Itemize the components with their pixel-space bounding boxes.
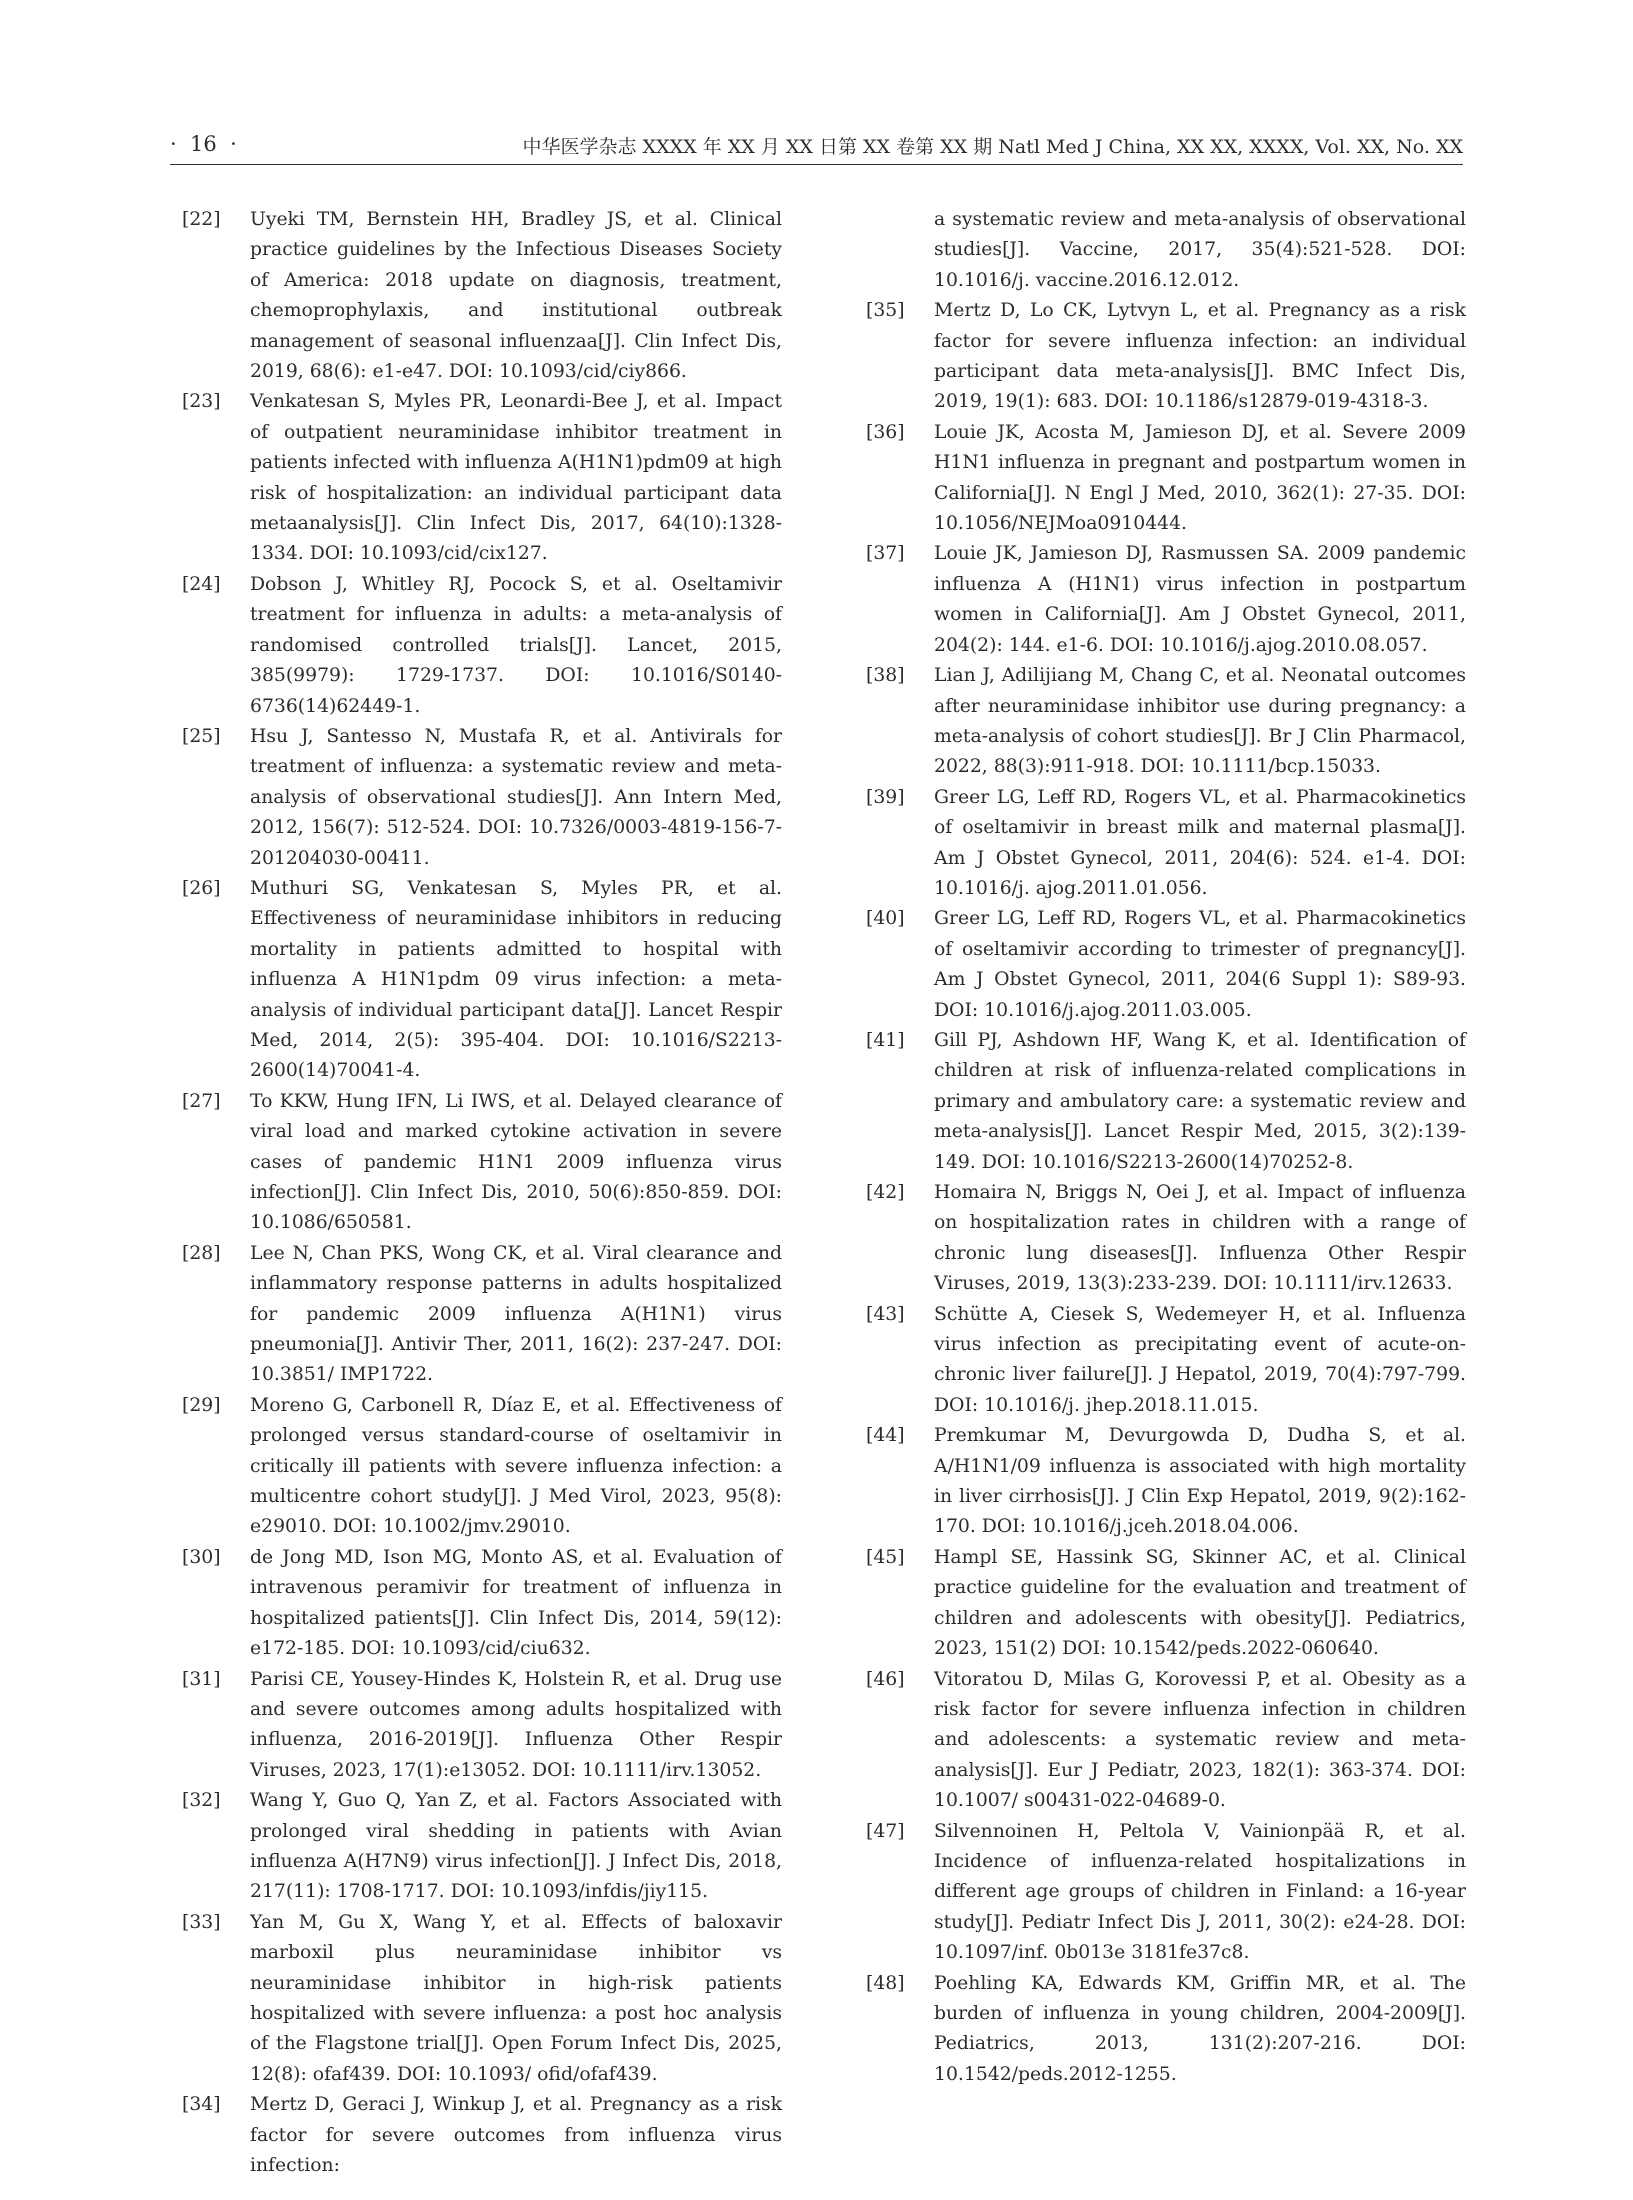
reference-text: Homaira N, Briggs N, Oei J, et al. Impact of influenza on hospitalization rates in children with a range of chronic lung diseases[J]. Influenza Other Respir Viruses, 2019, 13(3):233-239. DOI: 10.1111/irv.12633. [934, 1182, 1466, 1295]
reference-item [182, 2090, 782, 2181]
reference-item [182, 1391, 782, 1543]
reference-text: Moreno G, Carbonell R, Díaz E, et al. Effectiveness of prolonged versus standard-course of oseltamivir in critically ill patients with severe influenza infection: a multicentre cohort study[J]. J Med Virol, 2023, 95(8): e29010. DOI: 10.1002/jmv.29010. [250, 1394, 782, 1538]
reference-number: [38] [866, 665, 905, 687]
reference-item [182, 570, 782, 722]
reference-text: Parisi CE, Yousey-Hindes K, Holstein R, et al. Drug use and severe outcomes among adults hospitalized with influenza, 2016-2019[J]. Influenza Other Respir Viruses, 2023, 17(1):e13052. DOI: 10.1111/irv.13052. [250, 1668, 782, 1781]
reference-item [866, 783, 1466, 905]
reference-item [866, 1543, 1466, 1665]
reference-item [182, 1239, 782, 1391]
reference-column-left [182, 205, 782, 2181]
reference-item [866, 296, 1466, 418]
reference-number: [34] [182, 2094, 221, 2116]
reference-text: Wang Y, Guo Q, Yan Z, et al. Factors Associated with prolonged viral shedding in patients with Avian influenza A(H7N9) virus infection[J]. J Infect Dis, 2018, 217(11): 1708-1717. DOI: 10.1093/infdis/jiy115. [250, 1790, 782, 1903]
reference-item [866, 1300, 1466, 1422]
reference-item [182, 1665, 782, 1787]
reference-text: Silvennoinen H, Peltola V, Vainionpää R, et al. Incidence of influenza-related hospitalizations in different age groups of children in Finland: a 16-year study[J]. Pediatr Infect Dis J, 2011, 30(2): e24-28. DOI: 10.1097/inf. 0b013e 3181fe37c8. [934, 1820, 1466, 1964]
reference-text: Mertz D, Geraci J, Winkup J, et al. Pregnancy as a risk factor for severe outcomes from influenza virus infection: [250, 2094, 782, 2176]
reference-item [182, 1543, 782, 1665]
reference-number: [24] [182, 573, 221, 595]
reference-text: Hampl SE, Hassink SG, Skinner AC, et al. Clinical practice guideline for the evaluation and treatment of children and adolescents with obesity[J]. Pediatrics, 2023, 151(2) DOI: 10.1542/peds.2022-060640. [934, 1546, 1466, 1660]
page-number: · 16 · [170, 132, 237, 156]
reference-item [866, 904, 1466, 1026]
reference-number: [36] [866, 421, 905, 443]
reference-number: [32] [182, 1790, 221, 1812]
reference-item [182, 1087, 782, 1239]
reference-text: Schütte A, Ciesek S, Wedemeyer H, et al. Influenza virus infection as precipitating event of acute-on-chronic liver failure[J]. J Hepatol, 2019, 70(4):797-799. DOI: 10.1016/j. jhep.2018.11.015. [934, 1303, 1466, 1416]
reference-number: [42] [866, 1182, 905, 1203]
reference-item [182, 1786, 782, 1908]
reference-text: Dobson J, Whitley RJ, Pocock S, et al. Oseltamivir treatment for influenza in adults: a meta-analysis of randomised controlled trials[J]. Lancet, 2015, 385(9979): 1729-1737. DOI: 10.1016/S0140-6736(14)62449-1. [250, 573, 782, 717]
reference-text: Premkumar M, Devurgowda D, Dudha S, et al. A/H1N1/09 influenza is associated with high mortality in liver cirrhosis[J]. J Clin Exp Hepatol, 2019, 9(2):162-170. DOI: 10.1016/j.jceh.2018.04.006. [934, 1425, 1466, 1538]
reference-text: Venkatesan S, Myles PR, Leonardi-Bee J, et al. Impact of outpatient neuraminidase inhibitor treatment in patients infected with influenza A(H1N1)pdm09 at high risk of hospitalization: an individual participant data metaanalysis[J]. Clin Infect Dis, 2017, 64(10):1328-1334. DOI: 10.1093/cid/cix127. [250, 391, 782, 565]
reference-number: [31] [182, 1668, 221, 1690]
reference-number: [48] [866, 1972, 905, 1994]
reference-number: [28] [182, 1242, 221, 1264]
reference-number: [39] [866, 786, 905, 808]
reference-item [866, 661, 1466, 783]
reference-number: [30] [182, 1546, 221, 1568]
reference-item [866, 1026, 1466, 1178]
page-header [170, 128, 1463, 165]
reference-column-right [866, 205, 1466, 2090]
reference-text: Mertz D, Lo CK, Lytvyn L, et al. Pregnancy as a risk factor for severe influenza infection: an individual participant data meta-analysis[J]. BMC Infect Dis, 2019, 19(1): 683. DOI: 10.1186/s12879-019-4318-3. [934, 300, 1466, 413]
reference-number: [35] [866, 300, 905, 322]
reference-number: [27] [182, 1090, 221, 1112]
reference-number: [22] [182, 209, 221, 230]
reference-text: Lee N, Chan PKS, Wong CK, et al. Viral clearance and inflammatory response patterns in adults hospitalized for pandemic 2009 influenza A(H1N1) virus pneumonia[J]. Antivir Ther, 2011, 16(2): 237-247. DOI: 10.3851/ IMP1722. [250, 1242, 782, 1386]
reference-number: [44] [866, 1425, 905, 1447]
reference-item [182, 874, 782, 1087]
reference-item [182, 722, 782, 874]
reference-text: a systematic review and meta-analysis of observational studies[J]. Vaccine, 2017, 35(4):521-528. DOI: 10.1016/j. vaccine.2016.12.012. [934, 209, 1466, 291]
reference-item [182, 387, 782, 569]
reference-text: Muthuri SG, Venkatesan S, Myles PR, et al. Effectiveness of neuraminidase inhibitors in reducing mortality in patients admitted to hospital with influenza A H1N1pdm 09 virus infection: a meta-analysis of individual participant data[J]. Lancet Respir Med, 2014, 2(5): 395-404. DOI: 10.1016/S2213-2600(14)70041-4. [250, 877, 782, 1082]
reference-text: Vitoratou D, Milas G, Korovessi P, et al. Obesity as a risk factor for severe influenza infection in children and adolescents: a systematic review and meta-analysis[J]. Eur J Pediatr, 2023, 182(1): 363-374. DOI: 10.1007/ s00431-022-04689-0. [934, 1668, 1466, 1812]
reference-item [182, 205, 782, 387]
reference-text: Lian J, Adilijiang M, Chang C, et al. Neonatal outcomes after neuraminidase inhibitor use during pregnancy: a meta-analysis of cohort studies[J]. Br J Clin Pharmacol, 2022, 88(3):911-918. DOI: 10.1111/bcp.15033. [934, 665, 1466, 778]
reference-number: [45] [866, 1546, 905, 1568]
reference-item [866, 1969, 1466, 2091]
reference-text: Louie JK, Jamieson DJ, Rasmussen SA. 2009 pandemic influenza A (H1N1) virus infection in postpartum women in California[J]. Am J Obstet Gynecol, 2011, 204(2): 144. e1-6. DOI: 10.1016/j.ajog.2010.08.057. [934, 543, 1466, 656]
reference-item [866, 1421, 1466, 1543]
reference-item [866, 1817, 1466, 1969]
reference-number: [41] [866, 1029, 905, 1051]
reference-text: Gill PJ, Ashdown HF, Wang K, et al. Identification of children at risk of influenza-related complications in primary and ambulatory care: a systematic review and meta-analysis[J]. Lancet Respir Med, 2015, 3(2):139-149. DOI: 10.1016/S2213-2600(14)70252-8. [934, 1029, 1466, 1173]
reference-text: Greer LG, Leff RD, Rogers VL, et al. Pharmacokinetics of oseltamivir in breast milk and maternal plasma[J]. Am J Obstet Gynecol, 2011, 204(6): 524. e1-4. DOI: 10.1016/j. ajog.2011.01.056. [934, 786, 1466, 899]
reference-item [866, 539, 1466, 661]
reference-text: Louie JK, Acosta M, Jamieson DJ, et al. Severe 2009 H1N1 influenza in pregnant and postpartum women in California[J]. N Engl J Med, 2010, 362(1): 27-35. DOI: 10.1056/NEJMoa0910444. [934, 421, 1466, 535]
reference-number: [46] [866, 1668, 905, 1690]
reference-text: de Jong MD, Ison MG, Monto AS, et al. Evaluation of intravenous peramivir for treatment of influenza in hospitalized patients[J]. Clin Infect Dis, 2014, 59(12): e172-185. DOI: 10.1093/cid/ciu632. [250, 1546, 782, 1660]
reference-text: To KKW, Hung IFN, Li IWS, et al. Delayed clearance of viral load and marked cytokine activation in severe cases of pandemic H1N1 2009 influenza virus infection[J]. Clin Infect Dis, 2010, 50(6):850-859. DOI: 10.1086/650581. [250, 1090, 782, 1234]
reference-number: [43] [866, 1303, 905, 1325]
reference-text: Poehling KA, Edwards KM, Griffin MR, et al. The burden of influenza in young children, 2004-2009[J]. Pediatrics, 2013, 131(2):207-216. DOI: 10.1542/peds.2012-1255. [934, 1972, 1466, 2085]
reference-text: Hsu J, Santesso N, Mustafa R, et al. Antivirals for treatment of influenza: a systematic review and meta-analysis of observational studies[J]. Ann Intern Med, 2012, 156(7): 512-524. DOI: 10.7326/0003-4819-156-7-201204030-00411. [250, 725, 782, 869]
reference-number: [29] [182, 1394, 221, 1416]
reference-number: [25] [182, 725, 221, 747]
reference-item [866, 1178, 1466, 1300]
reference-number: [26] [182, 877, 221, 899]
running-head: 中华医学杂志 XXXX 年 XX 月 XX 日第 XX 卷第 XX 期 Natl Med J China, XX XX, XXXX, Vol. XX, No. XX [522, 136, 1463, 158]
reference-text: Uyeki TM, Bernstein HH, Bradley JS, et al. Clinical practice guidelines by the Infectious Diseases Society of America: 2018 update on diagnosis, treatment, chemoprophylaxis, and institutional outbreak management of seasonal influenzaa[J]. Clin Infect Dis, 2019, 68(6): e1-e47. DOI: 10.1093/cid/ciy866. [250, 209, 782, 383]
reference-item [866, 1665, 1466, 1817]
reference-item [182, 1908, 782, 2090]
reference-item [866, 418, 1466, 540]
reference-number: [33] [182, 1911, 221, 1933]
reference-number: [23] [182, 391, 221, 413]
reference-text: Yan M, Gu X, Wang Y, et al. Effects of baloxavir marboxil plus neuraminidase inhibitor vs neuraminidase inhibitor in high-risk patients hospitalized with severe influenza: a post hoc analysis of the Flagstone trial[J]. Open Forum Infect Dis, 2025, 12(8): ofaf439. DOI: 10.1093/ ofid/ofaf439. [250, 1911, 782, 2085]
reference-text: Greer LG, Leff RD, Rogers VL, et al. Pharmacokinetics of oseltamivir according to trimester of pregnancy[J]. Am J Obstet Gynecol, 2011, 204(6 Suppl 1): S89-93. DOI: 10.1016/j.ajog.2011.03.005. [934, 908, 1466, 1021]
reference-number: [47] [866, 1820, 905, 1842]
reference-number: [40] [866, 908, 905, 930]
reference-item [866, 205, 1466, 296]
reference-number: [37] [866, 543, 905, 565]
